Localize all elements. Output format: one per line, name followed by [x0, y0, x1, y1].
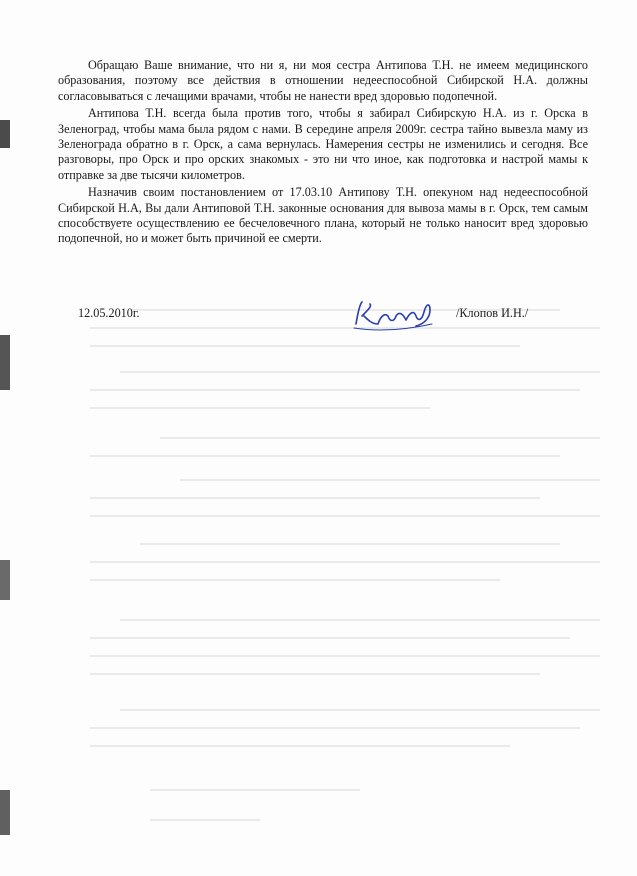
paragraph-3: Назначив своим постановлением от 17.03.10 Антипову Т.Н. опекуном над недееспособной Сибирской Н.А, Вы дали Антиповой Т.Н. законные основания для вывоза мамы в г. Орск, тем самым способствуете осуществлению ее бесчеловечного плана, который не только наносит вред здоровью подопечной, но и может быть причиной ее смерти.	[58, 185, 588, 246]
letter-date: 12.05.2010г.	[78, 306, 140, 320]
paragraph-1: Обращаю Ваше внимание, что ни я, ни моя сестра Антипова Т.Н. не имеем медицинского образования, поэтому все действия в отношении недееспособной Сибирской Н.А. должны согласовываться с лечащими врачами, чтобы не нанести вред здоровью подопечной.	[58, 58, 588, 103]
handwritten-signature	[350, 294, 436, 334]
paragraph-2: Антипова Т.Н. всегда была против того, чтобы я забирал Сибирскую Н.А. из г. Орска в Зеленоград, чтобы мама была рядом с нами. В середине апреля 2009г. сестра тайно вывезла маму из Зеленограда обратно в г. Орск, а сама вернулась. Намерения сестры не изменились и сегодня. Все разговоры, про Орск и про орских знакомых - это ни что иное, как подготовка и настрой мамы к отправке за две тысячи километров.	[58, 106, 588, 182]
letter-body	[58, 58, 588, 320]
signature-row	[58, 294, 588, 334]
bleed-through-texture	[0, 280, 637, 876]
signer-name: /Клопов И.Н./	[456, 306, 529, 320]
scan-edge-mark	[0, 120, 10, 148]
